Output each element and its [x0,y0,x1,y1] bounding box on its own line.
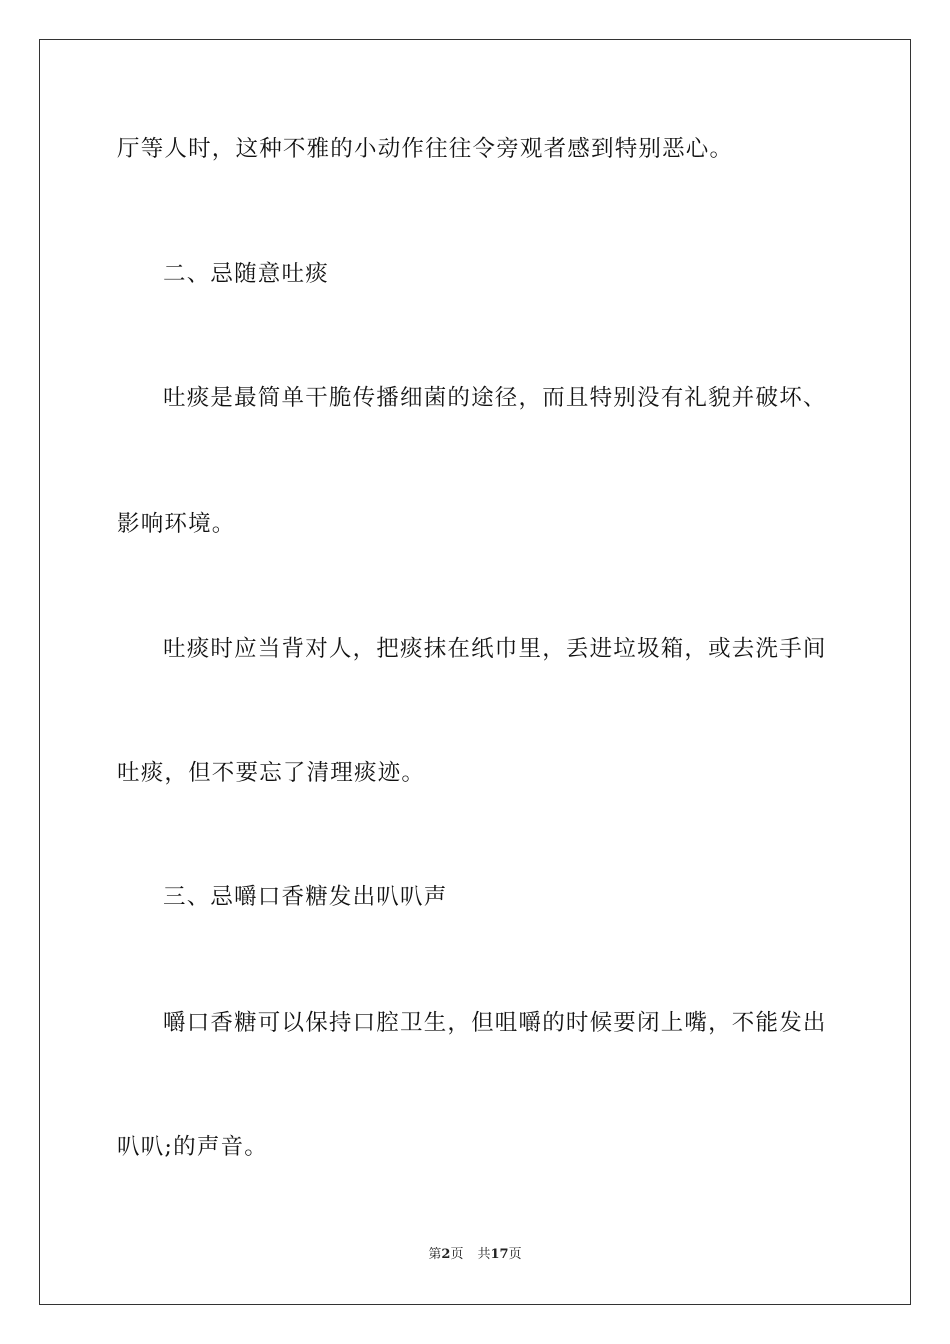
paragraph-line-8: 嚼口香糖可以保持口腔卫生，但咀嚼的时候要闭上嘴，不能发出 [163,1010,827,1036]
footer-page-prefix: 第 [428,1247,442,1262]
paragraph-line-9: 叭叭;的声音。 [117,1134,268,1160]
page-border [39,39,911,1305]
footer-page-suffix: 页 [450,1247,464,1262]
footer-total-suffix: 页 [508,1247,522,1262]
section-heading-2: 二、忌随意吐痰 [163,261,329,287]
paragraph-line-3: 吐痰是最简单干脆传播细菌的途径，而且特别没有礼貌并破坏、 [163,385,827,411]
footer-page-number: 2 [441,1247,451,1262]
paragraph-line-1: 厅等人时，这种不雅的小动作往往令旁观者感到特别恶心。 [117,136,734,162]
paragraph-line-5: 吐痰时应当背对人，把痰抹在纸巾里，丢进垃圾箱，或去洗手间 [163,636,827,662]
footer-total-pages: 17 [490,1247,509,1262]
paragraph-line-4: 影响环境。 [117,511,236,537]
page-footer [0,1246,950,1264]
paragraph-line-6: 吐痰，但不要忘了清理痰迹。 [117,760,426,786]
footer-total-prefix: 共 [477,1247,491,1262]
section-heading-3: 三、忌嚼口香糖发出叭叭声 [163,884,448,910]
